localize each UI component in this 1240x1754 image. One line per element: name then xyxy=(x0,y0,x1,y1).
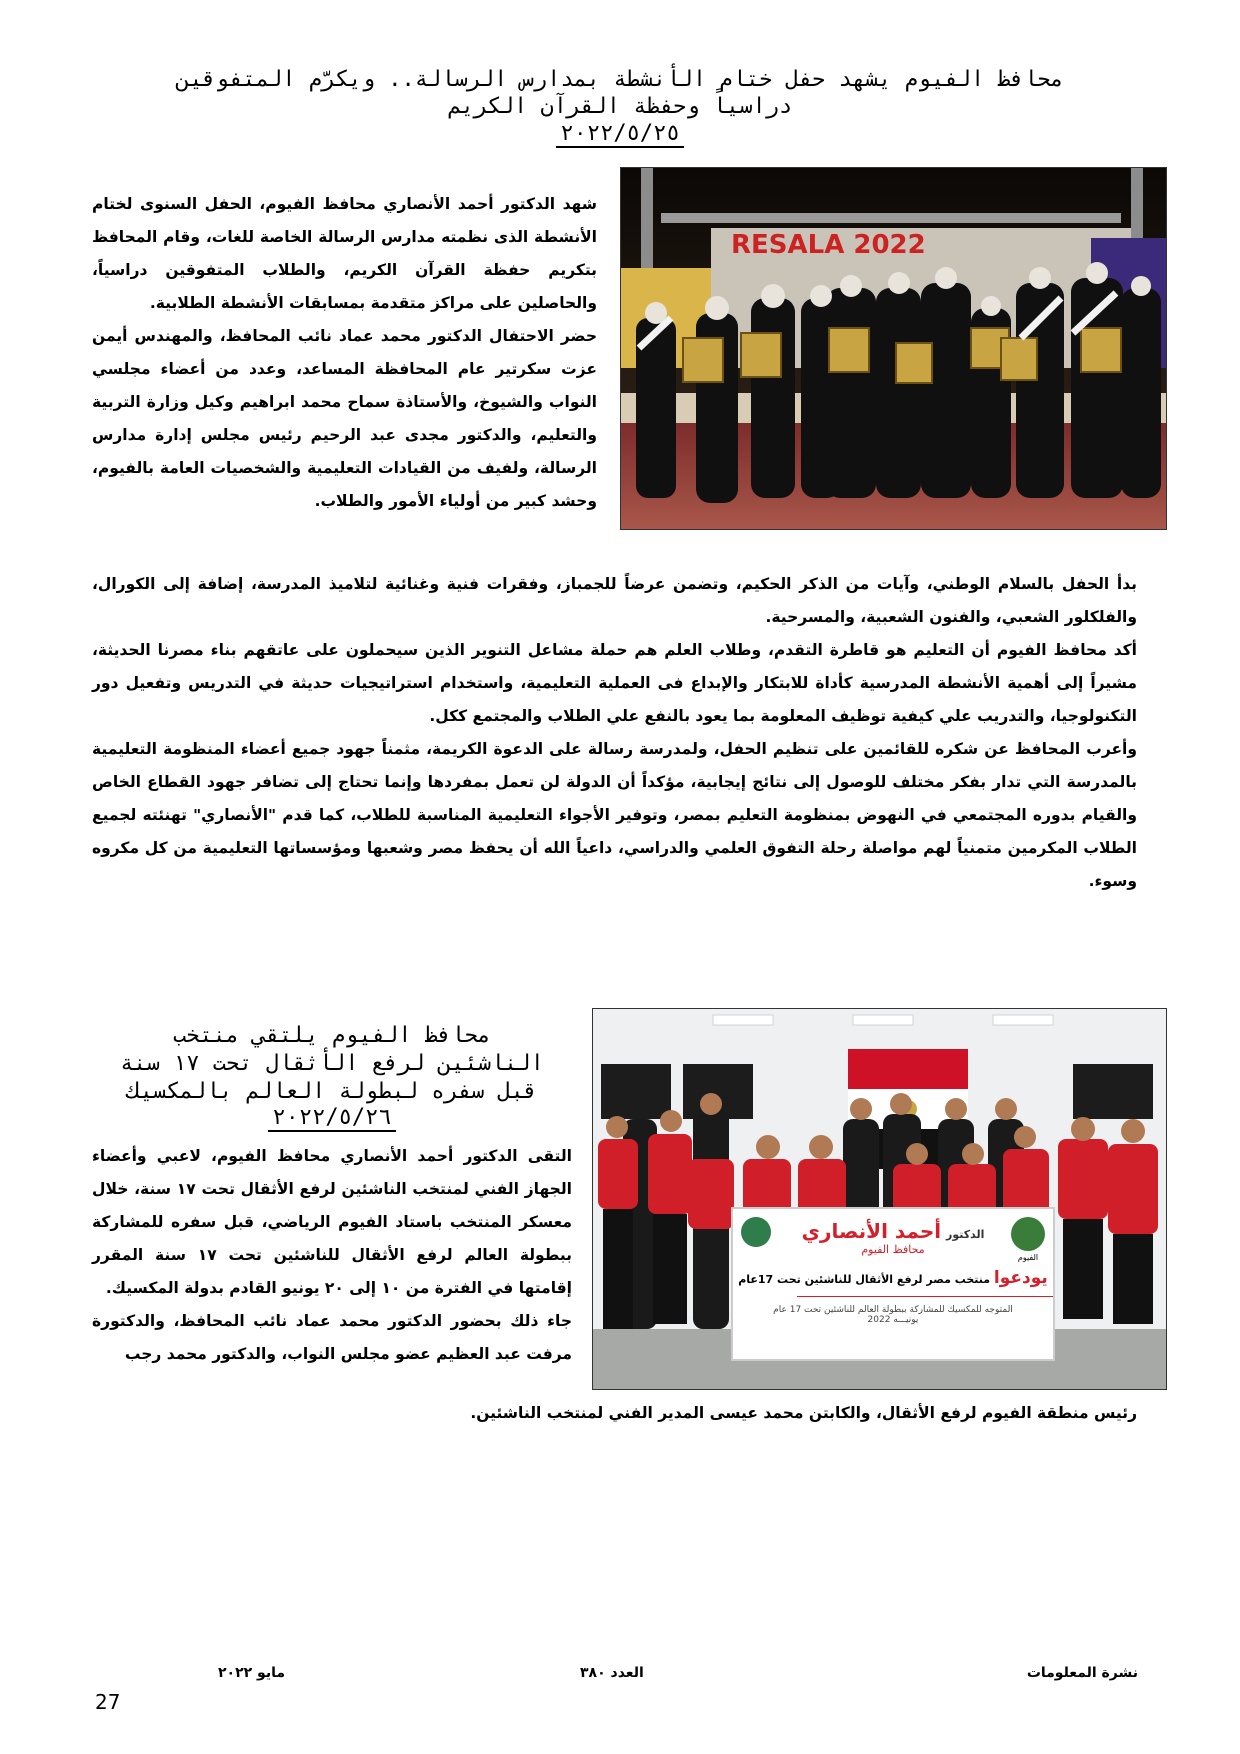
banner-name-prefix: الدكتور xyxy=(946,1228,985,1241)
article1-photo xyxy=(620,167,1167,530)
article1-intro-column xyxy=(92,188,597,518)
flag-red-stripe xyxy=(848,1049,968,1089)
article2-title-line1: محافظ الفيوم يلتقي منتخب xyxy=(173,1023,491,1048)
article1-paragraph-4: أكد محافظ الفيوم أن التعليم هو قاطرة التقدم، وطلاب العلم هم حملة مشاعل التنوير الذين سيحملون على عاتقهم بناء مصرنا الحديثة، مشيراً إلى أهمية الأنشطة المدرسية كأداة للابتكار والإبداع فى العملية التعليمية، واستخدام استراتيجيات حديثة في التدريس وتفعيل دور التكنولوجيا، والتدريب علي كيفية توظيف المعلومة بما يعود بالنفع علي الطلاب والمجتمع ككل. xyxy=(92,641,1137,725)
article1-title-line2: دراسياً وحفظة القرآن الكريم xyxy=(447,94,793,119)
article2-body-column xyxy=(92,1140,572,1371)
banner-headline: منتخب مصر لرفع الأثقال للناشئين تحت 17عام xyxy=(738,1273,991,1286)
article2-title-line3: قبل سفره لبطولة العالم بالمكسيك xyxy=(126,1079,538,1104)
article2-date: ٢٠٢٢/٥/٢٦ xyxy=(268,1106,395,1132)
farewell-banner xyxy=(731,1207,1055,1361)
article2-paragraph-2-continued: رئيس منطقة الفيوم لرفع الأثقال، والكابتن محمد عيسى المدير الفني لمنتخب الناشئين. xyxy=(470,1404,1137,1422)
article1-paragraph-1: شهد الدكتور أحمد الأنصاري محافظ الفيوم، الحفل السنوى لختام الأنشطة الذى نظمته مدارس الرسالة الخاصة للغات، وقام المحافظ بتكريم حفظة القرآن الكريم، والطلاب المتفوقين دراسياً، والحاصلين على مراكز متقدمة بمسابقات الأنشطة الطلابية. xyxy=(92,195,597,312)
article1-paragraph-5: وأعرب المحافظ عن شكره للقائمين على تنظيم الحفل، ولمدرسة رسالة على الدعوة الكريمة، مثمناً جهود جميع أعضاء المنظومة التعليمية بالمدرسة التي تدار بفكر مختلف للوصول إلى نتائج إيجابية، مؤكداً أن الدولة لن تعمل بمفردها وإنما تحتاج إلى تضافر جهود القطاع الخاص والقيام بدوره المجتمعي في النهوض بمنظومة التعليم بمصر، وتوفير الأجواء التعليمية المناسبة للطلاب، كما قدم "الأنصاري" تهنئته لجميع الطلاب المكرمين متمنياً لهم مواصلة رحلة التفوق العلمي والدراسي، داعياً الله أن يحفظ مصر وشعبها ومؤسساتها التعليمية من كل مكروه وسوء. xyxy=(92,740,1137,890)
article1-paragraph-2: حضر الاحتفال الدكتور محمد عماد نائب المحافظ، والمهندس أيمن عزت سكرتير عام المحافظة المساعد، وعدد من أعضاء مجلسي النواب والشيوخ، والأستاذة سماح محمد ابراهيم وكيل وزارة التربية والتعليم، والدكتور مجدى عبد الرحيم رئيس مجلس إدارة مدارس الرسالة، ولفيف من القيادات التعليمية والشخصيات العامة بالفيوم، وحشد كبير من أولياء الأمور والطلاب. xyxy=(92,327,597,510)
banner-logo-label: الفيوم xyxy=(1017,1253,1039,1262)
article2-title xyxy=(92,1022,572,1106)
banner-role: محافظ الفيوم xyxy=(861,1243,925,1256)
banner-name: أحمد الأنصاري xyxy=(801,1219,942,1243)
fayoum-logo-icon xyxy=(1011,1217,1045,1251)
article1-title xyxy=(100,66,1140,120)
footer-publication: نشرة المعلومات xyxy=(1026,1665,1138,1681)
banner-sub-line2: يونيـــه 2022 xyxy=(867,1315,919,1325)
article2-title-line2: الناشئين لرفع الأثقال تحت ١٧ سنة xyxy=(120,1051,544,1076)
page-number: 27 xyxy=(95,1690,121,1714)
article2-photo xyxy=(592,1008,1167,1390)
article2-paragraph-1: التقى الدكتور أحمد الأنصاري محافظ الفيوم، لاعبي وأعضاء الجهاز الفني لمنتخب الناشئين لرفع الأثقال تحت ١٧ سنة، خلال معسكر المنتخب باستاد الفيوم الرياضي، قبل سفره للمشاركة ببطولة العالم لرفع الأثقال للناشئين تحت ١٧ سنة المقرر إقامتها في الفترة من ١٠ إلى ٢٠ يونيو القادم بدولة المكسيك. xyxy=(92,1147,573,1297)
article1-paragraph-3: بدأ الحفل بالسلام الوطني، وآيات من الذكر الحكيم، وتضمن عرضاً للجمباز، وفقرات فنية وغنائية لتلاميذ المدرسة، إضافة إلى الكورال، والفلكلور الشعبي، والفنون الشعبية، والمسرحية. xyxy=(92,575,1137,626)
footer-issue: العدد ٣٨٠ xyxy=(580,1665,644,1681)
governorate-seal-icon xyxy=(741,1217,771,1247)
article2-paragraph-2: جاء ذلك بحضور الدكتور محمد عماد نائب المحافظ، والدكتورة مرفت عبد العظيم عضو مجلس النواب، والدكتور محمد رجب xyxy=(92,1312,572,1363)
banner-sub-line1: المتوجه للمكسيك للمشاركة ببطولة العالم للناشئين تحت 17 عام xyxy=(773,1305,1013,1315)
article2-body-continuation xyxy=(92,1397,1137,1430)
award-ceremony-photo xyxy=(621,168,1166,529)
footer-month: مايو ٢٠٢٢ xyxy=(218,1665,286,1681)
article1-body-column xyxy=(92,568,1137,898)
article1-title-line1: محافظ الفيوم يشهد حفل ختام الأنشطة بمدارس الرسالة.. ويكرّم المتفوقين xyxy=(176,67,1064,92)
article2-date-wrap xyxy=(92,1106,572,1132)
resala-banner-text: RESALA 2022 xyxy=(731,230,926,260)
banner-headline-verb: يودعوا xyxy=(993,1268,1048,1288)
article1-date-wrap xyxy=(0,122,1240,148)
article1-date: ٢٠٢٢/٥/٢٥ xyxy=(556,122,683,148)
